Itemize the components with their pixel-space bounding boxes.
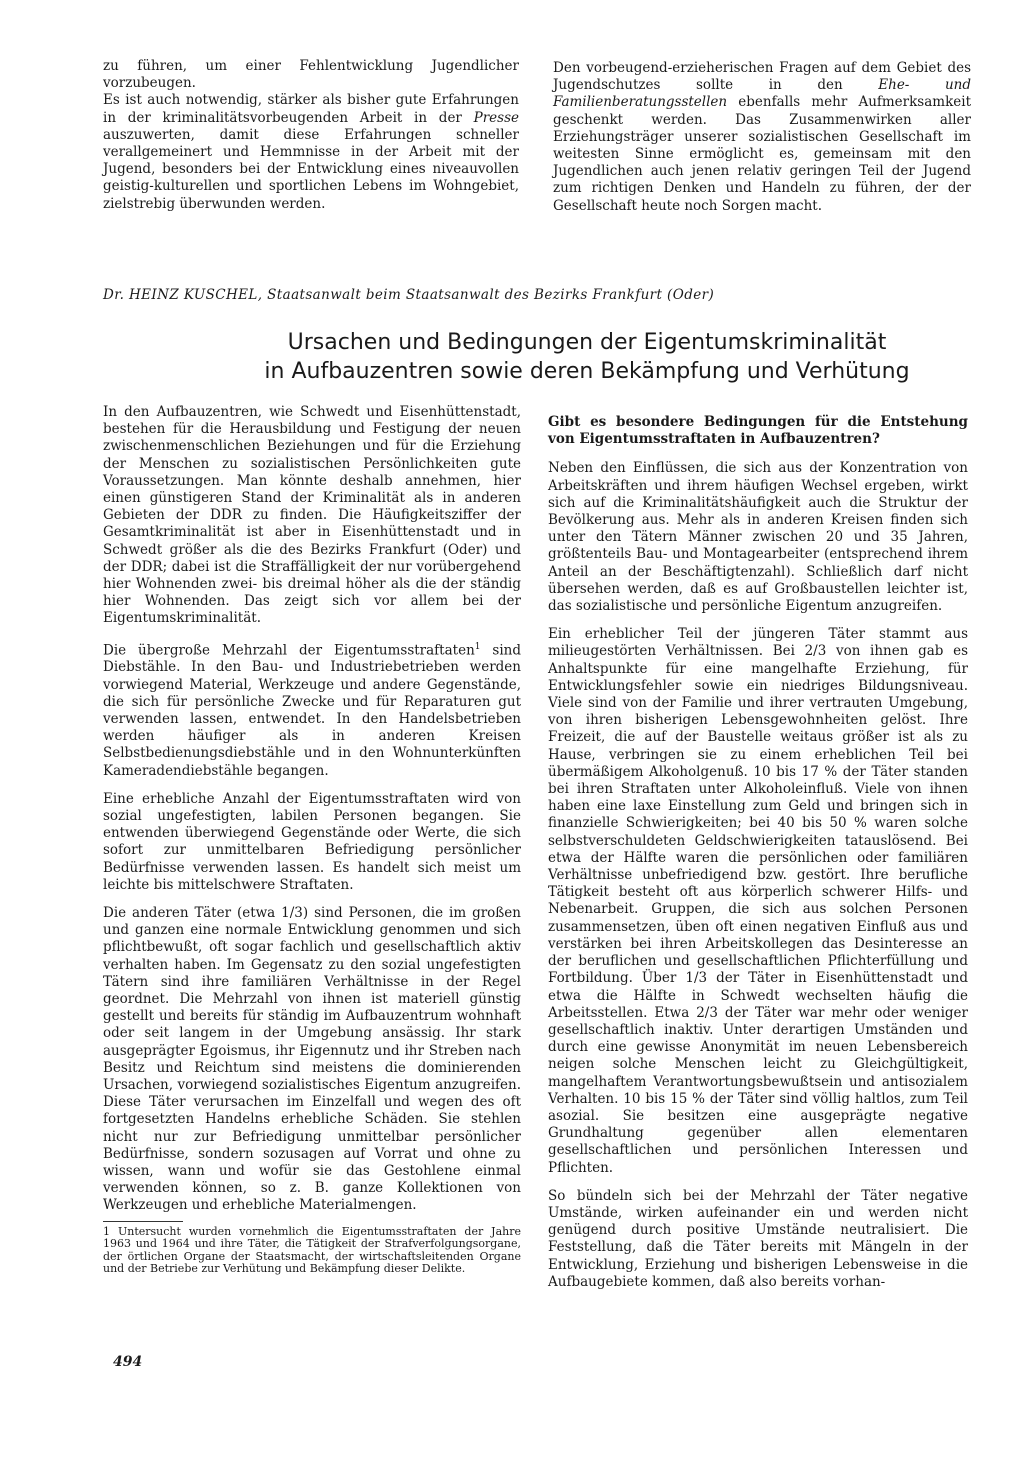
top-left-paragraph-1: zu führen, um einer Fehlentwicklung Jugendlicher vorzubeugen. <box>103 58 519 92</box>
article-headline <box>237 328 937 386</box>
italic-term: Presse <box>473 109 519 126</box>
left-paragraph-1: In den Aufbauzentren, wie Schwedt und Eisenhüttenstadt, bestehen für die Herausbildung und Festigung der neuen zwischenmenschlichen Beziehungen und für die Erziehung der Menschen zu sozialistischen Persönlichkeiten gute Voraussetzungen. Man könnte deshalb annehmen, hier einen günstigeren Stand der Kriminalität als in anderen Gebieten der DDR zu finden. Die Häufigkeitsziffer der Gesamtkriminalität ist aber in Eisenhüttenstadt und in Schwedt größer als die des Bezirks Frankfurt (Oder) und der DDR; dabei ist die Straffälligkeit der nur vorübergehend hier Wohnenden zwei- bis dreimal höher als die der ständig hier Wohnenden. Das zeigt sich vor allem bei der Eigentumskriminalität. <box>103 404 521 627</box>
top-left-paragraph-2 <box>103 92 519 212</box>
text-segment: Den vorbeugend-erzieherischen Fragen auf dem Gebiet des Jugendschutzes sollte in den <box>553 60 971 94</box>
body-right-column <box>548 414 968 1302</box>
top-right-paragraph-1 <box>553 60 971 215</box>
left-paragraph-3: Eine erhebliche Anzahl der Eigentumsstraftaten wird von sozial ungefestigten, labilen Personen begangen. Sie entwenden überwiegend Gegenstände oder Werte, die sich sofort zur unmittelbaren Befriedigung persönlicher Bedürfnisse verwenden lassen. Es handelt sich meist um leichte bis mittelschwere Straftaten. <box>103 790 521 893</box>
right-paragraph-1: Neben den Einflüssen, die sich aus der Konzentration von Arbeitskräften und ihrem häufigen Wechsel ergeben, wirkt sich auf die Kriminalitätshäufigkeit auch die Struktur der Bevölkerung aus. Mehr als in anderen Kreisen finden sich unter den Tätern Männer zwischen 20 und 35 Jahren, größtenteils Bau- und Montagearbeiter (entsprechend ihrem Anteil an der Beschäftigtenzahl). Schließlich darf nicht übersehen werden, daß es auf Großbaustellen leichter ist, das sozialistische und persönliche Eigentum anzugreifen. <box>548 460 968 615</box>
footnote: 1 Untersucht wurden vornehmlich die Eigentumsstraftaten der Jahre 1963 und 1964 und ihre Täter, die Tätigkeit der Strafverfolgungsorgane, der örtlichen Organe der Staatsmacht, der wirtschaftsleitenden Organe und der Betriebe zur Verhütung und Bekämpfung dieser Delikte. <box>103 1224 521 1276</box>
text-segment: Die übergroße Mehrzahl der Eigentumsstraftaten <box>103 642 475 659</box>
section-heading: Gibt es besondere Bedingungen für die Entstehung von Eigentumsstraftaten in Aufbauzentren? <box>548 414 968 448</box>
text-segment: Es ist auch notwendig, stärker als bisher gute Erfahrungen in der kriminalitätsvorbeugenden Arbeit in der <box>103 92 519 126</box>
left-paragraph-4: Die anderen Täter (etwa 1/3) sind Personen, die im großen und ganzen eine normale Entwicklung genommen und sich pflichtbewußt, oft sogar fachlich und gesellschaftlich aktiv verhalten haben. Im Gegensatz zu den sozial ungefestigten Tätern sind ihre familiären Verhältnisse in der Regel geordnet. Die Mehrzahl von ihnen ist materiell günstig gestellt und bereits für ständig im Aufbauzentrum wohnhaft oder seit langem in der Umgebung ansässig. Ihr stark ausgeprägter Egoismus, ihr Eigennutz und ihr Streben nach Besitz und Reichtum sind meistens die dominierenden Ursachen, vorwiegend sozialistisches Eigentum anzugreifen. Diese Täter verursachen im Einzelfall und wegen des oft fortgesetzten Handelns erhebliche Schäden. Sie stehlen nicht nur zur Befriedigung unmittelbar persönlicher Bedürfnisse, sondern sozusagen auf Vorrat und ohne zu wissen, wann und wofür sie das Gestohlene einmal verwenden können, so z. B. ganze Kollektionen von Werkzeugen und erhebliche Materialmengen. <box>103 904 521 1214</box>
author-byline: Dr. HEINZ KUSCHEL, Staatsanwalt beim Staatsanwalt des Bezirks Frankfurt (Oder) <box>103 287 715 303</box>
headline-line-2: in Aufbauzentren sowie deren Bekämpfung und Verhütung <box>264 359 910 384</box>
text-segment: ebenfalls mehr Aufmerksamkeit geschenkt werden. Das Zusammenwirken aller Erziehungsträger unserer sozialistischen Gesellschaft im weitesten Sinne ermöglicht es, gemeinsam mit den Jugendlichen auch jenen relativ geringen Teil der Jugend zum richtigen Denken und Handeln zu führen, der der Gesellschaft heute noch Sorgen macht. <box>553 94 971 214</box>
right-paragraph-3: So bündeln sich bei der Mehrzahl der Täter negative Umstände, wirken aufeinander ein und werden nicht genügend durch positive Umstände neutralisiert. Die Feststellung, daß die Täter bereits mit Mängeln in der Entwicklung, Erziehung und bisherigen Lebensweise in die Aufbaugebiete kommen, daß also bereits vorhan- <box>548 1187 968 1290</box>
footnote-divider <box>103 1221 183 1222</box>
body-left-column <box>103 404 521 1276</box>
right-paragraph-2: Ein erheblicher Teil der jüngeren Täter stammt aus milieugestörten Verhältnissen. Bei 2/3 von ihnen gab es Anhaltspunkte für eine mangelhafte Erziehung, für Entwicklungsfehler sowie ein niedriges Bildungsniveau. Viele sind von der Familie und ihrer vertrauten Umgebung, von ihren bisherigen Lebensgewohnheiten gelöst. Ihre Freizeit, die auf der Baustelle weitaus größer ist als zu Hause, verbringen sie zu einem erheblichen Teil bei übermäßigem Alkoholgenuß. 10 bis 17 % der Täter standen bei ihren Straftaten unter Alkoholeinfluß. Viele von ihnen haben eine laxe Einstellung zum Geld und bringen sich in finanzielle Schwierigkeiten; bei 40 bis 50 % waren solche selbstverschuldeten Geldschwierigkeiten tatauslösend. Bei etwa der Hälfte waren die persönlichen oder familiären Verhältnisse unbefriedigend bzw. gestört. Ihre berufliche Tätigkeit besteht oft aus körperlich schwerer Hilfs- und Nebenarbeit. Gruppen, die sich aus solchen Personen zusammensetzen, üben oft einen negativen Einfluß aus und verstärken bei ihren Arbeitskollegen das Desinteresse an der beruflichen und gesellschaftlichen Pflichterfüllung und Fortbildung. Über 1/3 der Täter in Eisenhüttenstadt und etwa die Hälfte in Schwedt wechselten häufig die Arbeitsstellen. Etwa 2/3 der Täter war mehr oder weniger gesellschaftlich inaktiv. Unter derartigen Umständen und durch eine gewisse Anonymität im neuen Lebensbereich neigen solche Menschen leicht zu Gleichgültigkeit, mangelhaftem Verantwortungsbewußtsein und antisozialem Verhalten. 10 bis 15 % der Täter sind völlig haltlos, zum Teil asozial. Sie besitzen eine ausgeprägte negative Grundhaltung gegenüber allen elementaren gesellschaftlichen und persönlichen Interessen und Pflichten. <box>548 626 968 1176</box>
top-right-column <box>553 60 971 226</box>
text-segment: auszuwerten, damit diese Erfahrungen schneller verallgemeinert und Hemmnisse in der Arbeit mit der Jugend, besonders bei der Entwicklung eines niveauvollen geistig-kulturellen und sportlichen Lebens im Wohngebiet, zielstrebig überwunden werden. <box>103 126 519 212</box>
footnote-marker: 1 <box>474 641 481 652</box>
headline-line-1: Ursachen und Bedingungen der Eigentumskriminalität <box>287 330 887 355</box>
top-left-column <box>103 58 519 224</box>
left-paragraph-2 <box>103 639 521 780</box>
page-number: 494 <box>113 1354 143 1370</box>
italic-term: Ehe- und Familienberatungsstellen <box>553 77 971 111</box>
text-segment: sind Diebstähle. In den Bau- und Industriebetrieben werden vorwiegend Material, Werkzeuge und andere Gegenstände, die sich für persönliche Zwecke und für Reparaturen gut verwenden lassen, entwendet. In den Handelsbetrieben werden häufiger als in anderen Kreisen Selbstbedienungsdiebstähle und in den Wohnunterkünften Kameradendiebstähle begangen. <box>103 642 522 779</box>
